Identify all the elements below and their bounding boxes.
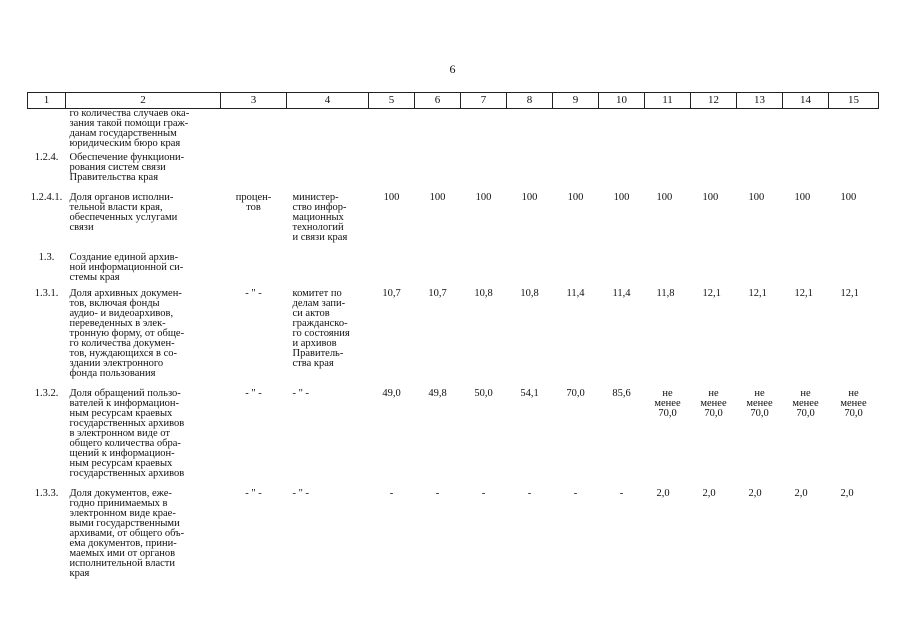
value-col-12 (691, 109, 737, 154)
value-col-11: 11,8 (656, 288, 675, 299)
value-col-5 (369, 153, 415, 193)
column-header-1: 1 (28, 93, 66, 109)
value-col-9 (553, 109, 599, 154)
responsible-body: - " - (292, 488, 310, 499)
value-col-10: 11,4 (612, 288, 631, 299)
value-col-8: 10,8 (520, 288, 539, 299)
table-row (28, 253, 879, 289)
unit-of-measure (221, 253, 287, 289)
value-col-14: не менее 70,0 (792, 388, 819, 419)
value-col-15: не менее 70,0 (840, 388, 867, 419)
value-col-13 (737, 153, 783, 193)
value-col-11: 100 (656, 192, 673, 203)
value-col-5: 10,7 (382, 288, 401, 299)
value-col-11: 2,0 (656, 488, 670, 499)
value-col-13: 12,1 (748, 288, 767, 299)
value-col-8: 100 (521, 192, 538, 203)
value-col-14 (783, 253, 829, 289)
value-col-6: 10,7 (428, 288, 447, 299)
value-col-9 (553, 153, 599, 193)
table-row (28, 389, 879, 489)
responsible-body: комитет по делам запи- си актов гражданско- го состояния и архивов Правитель- ства края (292, 288, 350, 369)
value-col-13: 2,0 (748, 488, 762, 499)
value-col-9: - (573, 488, 578, 499)
value-col-12 (691, 153, 737, 193)
column-header-4: 4 (287, 93, 369, 109)
value-col-15: 12,1 (840, 288, 859, 299)
value-col-15: 100 (840, 192, 857, 203)
value-col-14 (783, 153, 829, 193)
page-number: 6 (449, 62, 456, 76)
value-col-8: 54,1 (520, 388, 539, 399)
value-col-12 (691, 253, 737, 289)
table-row (28, 109, 879, 154)
column-header-12: 12 (691, 93, 737, 109)
row-number: 1.2.4.1. (30, 192, 63, 203)
value-col-7 (461, 153, 507, 193)
responsible-body (287, 253, 369, 289)
value-col-9: 100 (567, 192, 584, 203)
indicator-name: Создание единой архив- ной информационной си- стемы края (69, 252, 184, 283)
value-col-6 (415, 109, 461, 154)
indicators-table (27, 92, 879, 579)
value-col-7: 50,0 (474, 388, 493, 399)
value-col-10 (599, 109, 645, 154)
value-col-11 (645, 109, 691, 154)
value-col-7 (461, 109, 507, 154)
value-col-7: 100 (475, 192, 492, 203)
row-number (28, 109, 66, 154)
value-col-11: не менее 70,0 (654, 388, 681, 419)
column-header-7: 7 (461, 93, 507, 109)
value-col-10: - (619, 488, 624, 499)
table-row (28, 153, 879, 193)
column-header-9: 9 (553, 93, 599, 109)
value-col-13: 100 (748, 192, 765, 203)
value-col-14: 2,0 (794, 488, 808, 499)
indicator-name: го количества случаев ока- зания такой помощи граж- данам государственным юридическим бюро края (69, 108, 190, 149)
indicator-name: Доля архивных докумен- тов, включая фонды аудио- и видеоархивов, переведенных в элек- тронную форму, от обще- го количества докумен- тов, нуждающихся в со- здании электронного фонда пользования (69, 288, 185, 379)
table-row (28, 489, 879, 579)
column-header-11: 11 (645, 93, 691, 109)
responsible-body: - " - (292, 388, 310, 399)
value-col-13 (737, 253, 783, 289)
value-col-15 (829, 153, 879, 193)
value-col-12: 2,0 (702, 488, 716, 499)
unit-of-measure: процен- тов (235, 192, 272, 213)
value-col-10 (599, 153, 645, 193)
value-col-6: 100 (429, 192, 446, 203)
column-header-2: 2 (66, 93, 221, 109)
value-col-5: 100 (383, 192, 400, 203)
column-header-13: 13 (737, 93, 783, 109)
table-row (28, 193, 879, 253)
row-number: 1.2.4. (34, 152, 59, 163)
value-col-8: - (527, 488, 532, 499)
value-col-10 (599, 253, 645, 289)
value-col-7: 10,8 (474, 288, 493, 299)
value-col-6 (415, 153, 461, 193)
column-header-5: 5 (369, 93, 415, 109)
value-col-10: 100 (613, 192, 630, 203)
value-col-6: - (435, 488, 440, 499)
value-col-5 (369, 253, 415, 289)
unit-of-measure: - " - (245, 288, 262, 299)
value-col-11 (645, 253, 691, 289)
row-number: 1.3.3. (34, 488, 59, 499)
column-header-3: 3 (221, 93, 287, 109)
table-row (28, 289, 879, 389)
value-col-5 (369, 109, 415, 154)
value-col-11 (645, 153, 691, 193)
indicator-name: Обеспечение функциони- рования систем связи Правительства края (69, 152, 185, 183)
value-col-6 (415, 253, 461, 289)
unit-of-measure (221, 153, 287, 193)
value-col-7 (461, 253, 507, 289)
value-col-15 (829, 253, 879, 289)
value-col-8 (507, 253, 553, 289)
indicator-name: Доля документов, еже- годно принимаемых в электронном виде крае- выми государственными архивами, от общего объ- ема документов, прини- маемых ими от органов исполнительной власти края (69, 488, 185, 579)
column-header-8: 8 (507, 93, 553, 109)
value-col-9: 11,4 (566, 288, 585, 299)
value-col-12: 100 (702, 192, 719, 203)
value-col-7: - (481, 488, 486, 499)
responsible-body: министер- ство инфор- мационных технологий и связи края (292, 192, 348, 243)
value-col-9 (553, 253, 599, 289)
column-number-header-row (28, 93, 879, 109)
value-col-14: 100 (794, 192, 811, 203)
value-col-6: 49,8 (428, 388, 447, 399)
value-col-15 (829, 109, 879, 154)
value-col-5: 49,0 (382, 388, 401, 399)
row-number: 1.3.1. (34, 288, 59, 299)
column-header-6: 6 (415, 93, 461, 109)
table-body (28, 109, 879, 580)
responsible-body (287, 109, 369, 154)
unit-of-measure (221, 109, 287, 154)
row-number: 1.3.2. (34, 388, 59, 399)
value-col-14: 12,1 (794, 288, 813, 299)
column-header-10: 10 (599, 93, 645, 109)
indicator-name: Доля обращений пользо- вателей к информацион- ным ресурсам краевых государственных архивов в электронном виде от общего количества обра- щений к информацион- ным ресурсам краевых государственных архивов (69, 388, 185, 479)
indicator-name: Доля органов исполни- тельной власти края, обеспеченных услугами связи (69, 192, 178, 233)
value-col-12: 12,1 (702, 288, 721, 299)
row-number: 1.3. (38, 252, 55, 263)
unit-of-measure: - " - (245, 488, 262, 499)
value-col-10: 85,6 (612, 388, 631, 399)
value-col-5: - (389, 488, 394, 499)
value-col-13 (737, 109, 783, 154)
value-col-15: 2,0 (840, 488, 854, 499)
value-col-14 (783, 109, 829, 154)
value-col-9: 70,0 (566, 388, 585, 399)
value-col-8 (507, 109, 553, 154)
column-header-14: 14 (783, 93, 829, 109)
column-header-15: 15 (829, 93, 879, 109)
unit-of-measure: - " - (245, 388, 262, 399)
value-col-13: не менее 70,0 (746, 388, 773, 419)
responsible-body (287, 153, 369, 193)
value-col-12: не менее 70,0 (700, 388, 727, 419)
value-col-8 (507, 153, 553, 193)
